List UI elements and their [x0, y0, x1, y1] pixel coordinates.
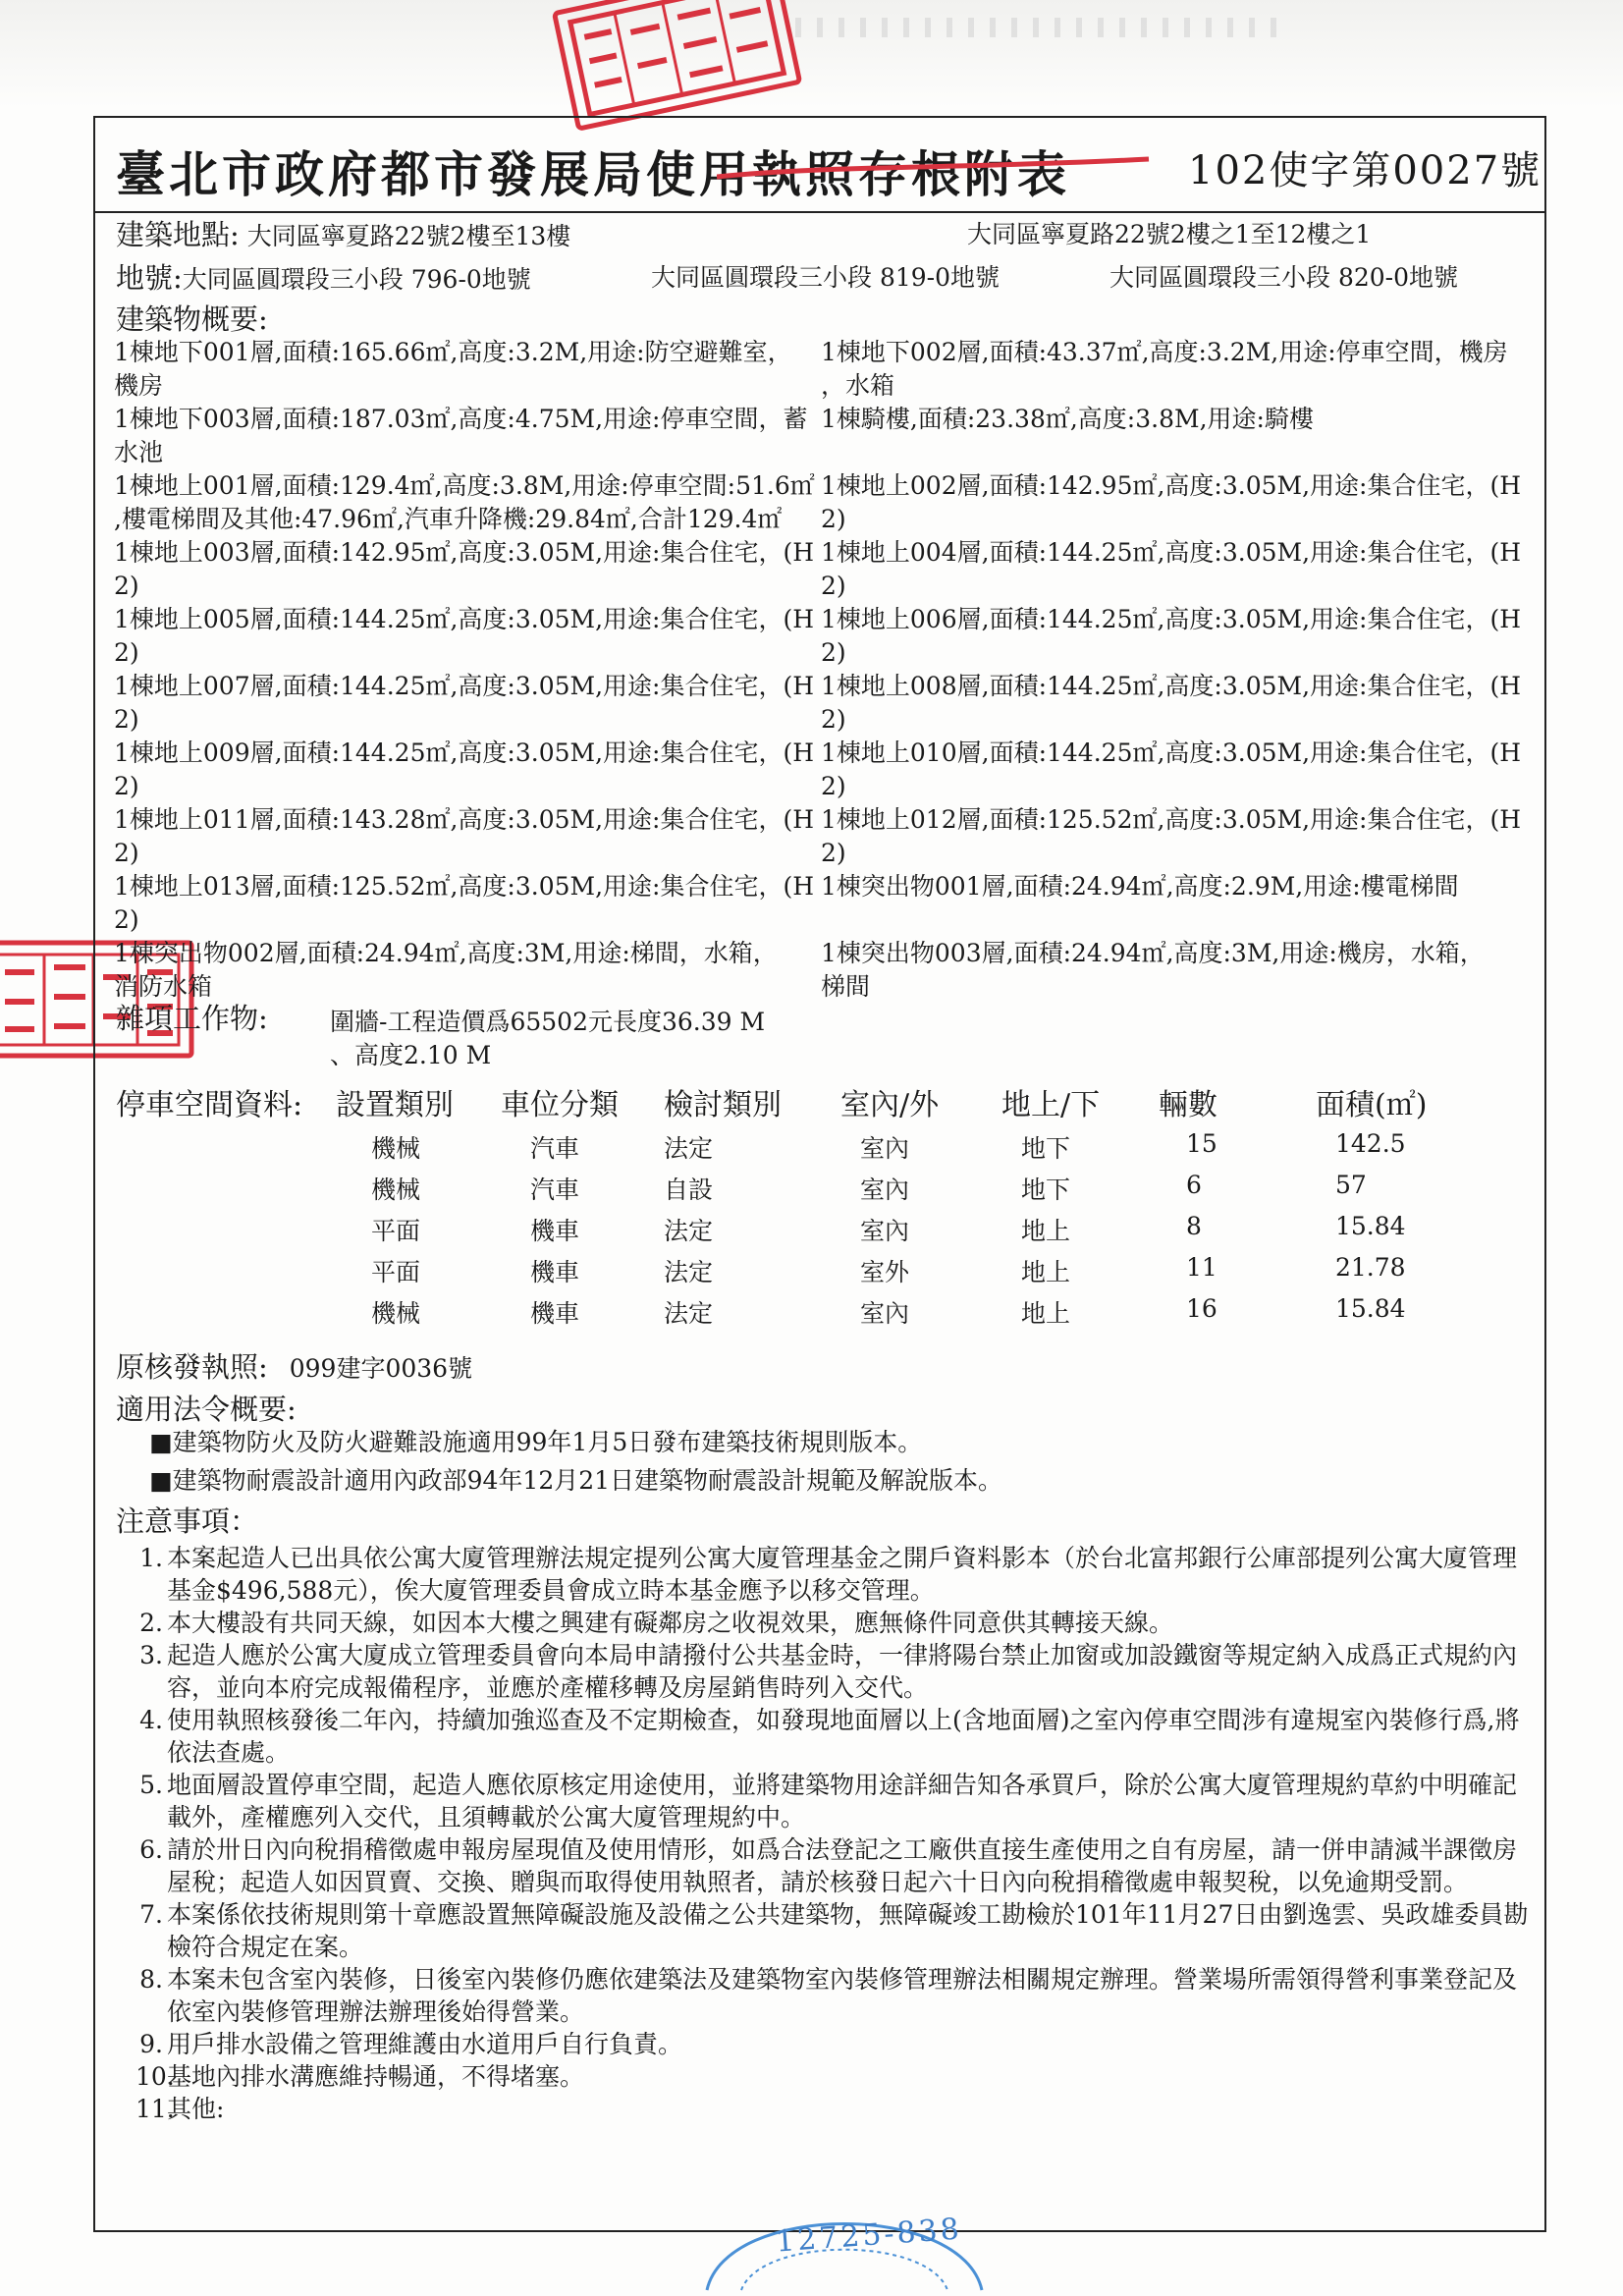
parking-header-type: 設置類別	[336, 1088, 454, 1122]
building-entry: 1棟突出物001層,面積:24.94㎡,高度:2.9M,用途:樓電梯間	[821, 872, 1459, 901]
note-text: 本案未包含室內裝修，日後室內裝修仍應依建築法及建築物室內裝修管理辦法相關規定辦理。營業場所需領得營利事業登記及依室內裝修管理辦法辦理後始得營業。	[167, 1965, 1518, 2026]
misc-line-2: 、高度2.10 M	[330, 1041, 492, 1069]
note-item	[135, 2028, 1530, 2060]
building-entry: 1棟地上001層,面積:129.4㎡,高度:3.8M,用途:停車空間:51.6㎡ ,樓電梯間及其他:47.96㎡,汽車升降機:29.84㎡,合計129.4㎡	[114, 471, 815, 533]
building-label: 建築物概要:	[116, 302, 268, 336]
parking-cell: 室內	[860, 1175, 910, 1204]
parking-cell: 15.84	[1335, 1212, 1406, 1240]
misc-line-1: 圍牆-工程造價爲65502元長度36.39 M	[330, 1008, 766, 1036]
parking-cell: 平面	[371, 1258, 421, 1286]
location-label: 建築地點:	[116, 218, 240, 251]
note-text: 基地內排水溝應維持暢通，不得堵塞。	[167, 2062, 585, 2091]
building-row	[114, 536, 1533, 603]
parking-header-vehicle: 車位分類	[501, 1088, 619, 1122]
parking-cell: 法定	[664, 1299, 714, 1328]
parking-cell: 法定	[664, 1217, 714, 1245]
red-strike-mark	[717, 147, 1159, 196]
lots-label: 地號:	[116, 261, 183, 295]
parking-cell: 機械	[371, 1175, 421, 1204]
building-row	[114, 937, 1533, 1004]
parking-header-inout: 室內/外	[840, 1088, 940, 1122]
parking-cell: 地下	[1021, 1134, 1071, 1163]
parking-cell: 室內	[860, 1299, 910, 1328]
building-entry: 1棟突出物002層,面積:24.94㎡,高度:3M,用途:梯間，水箱， 消防水箱	[114, 939, 778, 1001]
building-entry: 1棟地上005層,面積:144.25㎡,高度:3.05M,用途:集合住宅，(H 2)	[114, 605, 815, 667]
note-number: 11.	[135, 2095, 175, 2123]
title-divider	[93, 211, 1546, 213]
lots-row	[116, 261, 531, 297]
note-number: 10.	[135, 2062, 175, 2091]
note-number: 5.	[139, 1771, 163, 1799]
building-row	[114, 870, 1533, 937]
parking-cell: 6	[1186, 1171, 1202, 1199]
parking-header-level: 地上/下	[1001, 1088, 1101, 1122]
lot-1: 大同區圓環段三小段 796-0地號	[182, 265, 531, 294]
parking-cell: 15	[1186, 1129, 1217, 1158]
parking-cell: 汽車	[530, 1134, 580, 1163]
note-number: 1.	[139, 1544, 163, 1572]
note-text: 本大樓設有共同天線，如因本大樓之興建有礙鄰房之收視效果，應無條件同意供其轉接天線。	[167, 1609, 1174, 1637]
laws-label: 適用法令概要:	[116, 1393, 297, 1426]
note-item	[135, 1833, 1530, 1898]
note-text: 本案起造人已出具依公寓大廈管理辦法規定提列公寓大廈管理基金之開戶資料影本（於台北富邦銀行公庫部提列公寓大廈管理基金$496,588元），俟大廈管理委員會成立時本基金應予以移交管理。	[167, 1544, 1518, 1605]
parking-cell: 平面	[371, 1217, 421, 1245]
building-entry: 1棟地上007層,面積:144.25㎡,高度:3.05M,用途:集合住宅，(H 2)	[114, 672, 815, 734]
parking-cell: 室外	[860, 1258, 910, 1286]
parking-header-review: 檢討類別	[664, 1088, 782, 1122]
notes-label: 注意事項：	[116, 1504, 259, 1538]
law-item-2: ■建築物耐震設計適用內政部94年12月21日建築物耐震設計規範及解說版本。	[149, 1466, 1003, 1495]
parking-cell: 15.84	[1335, 1294, 1406, 1323]
building-row	[114, 336, 1533, 403]
original-permit-label: 原核發執照:	[116, 1350, 268, 1384]
building-row	[114, 803, 1533, 870]
faint-ink-trace	[795, 18, 1286, 37]
permit-number: 102使字第0027號	[1188, 148, 1542, 193]
parking-cell: 室內	[860, 1134, 910, 1163]
parking-cell: 11	[1186, 1253, 1217, 1282]
building-entry: 1棟地上011層,面積:143.28㎡,高度:3.05M,用途:集合住宅，(H 2)	[114, 805, 815, 867]
parking-cell: 機械	[371, 1134, 421, 1163]
building-row	[114, 469, 1533, 536]
building-row	[114, 603, 1533, 670]
building-entry: 1棟地下002層,面積:43.37㎡,高度:3.2M,用途:停車空間，機房 ，水箱	[821, 338, 1508, 400]
building-entry: 1棟地上003層,面積:142.95㎡,高度:3.05M,用途:集合住宅，(H 2)	[114, 538, 815, 600]
note-number: 4.	[139, 1706, 163, 1734]
parking-cell: 57	[1335, 1171, 1367, 1199]
building-entry: 1棟地下003層,面積:187.03㎡,高度:4.75M,用途:停車空間，蓄 水池	[114, 405, 808, 466]
note-text: 地面層設置停車空間，起造人應依原核定用途使用，並將建築物用途詳細告知各承買戶，除於公寓大廈管理規約草約中明確記載外，產權應列入交代，且須轉載於公寓大廈管理規約中。	[167, 1771, 1518, 1831]
building-entry: 1棟地上013層,面積:125.52㎡,高度:3.05M,用途:集合住宅，(H 2)	[114, 872, 815, 934]
parking-cell: 地上	[1021, 1258, 1071, 1286]
lot-2: 大同區圓環段三小段 819-0地號	[651, 263, 1001, 292]
building-entry: 1棟地下001層,面積:165.66㎡,高度:3.2M,用途:防空避難室， 機房	[114, 338, 792, 400]
parking-cell: 機車	[530, 1217, 580, 1245]
parking-cell: 21.78	[1335, 1253, 1406, 1282]
note-text: 使用執照核發後二年內，持續加強巡查及不定期檢查，如發現地面層以上(含地面層)之室內停車空間涉有違規室內裝修行爲,將依法查處。	[167, 1706, 1520, 1767]
document-title: 臺北市政府都市發展局使用執照存根附表	[116, 145, 1070, 203]
original-permit-row	[116, 1350, 472, 1386]
parking-cell: 機車	[530, 1299, 580, 1328]
location-value-1: 大同區寧夏路22號2樓至13樓	[246, 222, 571, 250]
note-number: 2.	[139, 1609, 163, 1637]
parking-header-count: 輛數	[1159, 1088, 1217, 1122]
parking-cell: 機械	[371, 1299, 421, 1328]
parking-label: 停車空間資料:	[116, 1088, 303, 1122]
law-item-1: ■建築物防火及防火避難設施適用99年1月5日發布建築技術規則版本。	[149, 1428, 923, 1456]
note-text: 本案係依技術規則第十章應設置無障礙設施及設備之公共建築物，無障礙竣工勘檢於101年11月27日由劉逸雲、吳政雄委員勘檢符合規定在案。	[167, 1900, 1529, 1961]
note-text: 起造人應於公寓大廈成立管理委員會向本局申請撥付公共基金時，一律將陽台禁止加窗或加設鐵窗等規定納入成爲正式規約內容，並向本府完成報備程序，並應於產權移轉及房屋銷售時列入交代。	[167, 1641, 1518, 1702]
parking-cell: 地上	[1021, 1217, 1071, 1245]
parking-cell: 機車	[530, 1258, 580, 1286]
note-number: 9.	[139, 2030, 163, 2058]
blue-stamp-serial: 12725-838	[774, 2212, 963, 2260]
location-value-2: 大同區寧夏路22號2樓之1至12樓之1	[967, 220, 1372, 248]
note-text: 請於卅日內向稅捐稽徵處申報房屋現值及使用情形，如爲合法登記之工廠供直接生產使用之自有房屋，請一併申請減半課徵房屋稅；起造人如因買賣、交換、贈與而取得使用執照者，請於核發日起六十日內向稅捐稽徵處申報契稅，以免逾期受罰。	[167, 1835, 1518, 1896]
building-entry: 1棟地上010層,面積:144.25㎡,高度:3.05M,用途:集合住宅，(H 2)	[821, 738, 1522, 800]
parking-cell: 地上	[1021, 1299, 1071, 1328]
note-number: 3.	[139, 1641, 163, 1669]
note-number: 6.	[139, 1835, 163, 1864]
note-text: 用戶排水設備之管理維護由水道用戶自行負責。	[167, 2030, 683, 2058]
note-item	[135, 1769, 1530, 1833]
note-item	[135, 1542, 1530, 1607]
note-item	[135, 1963, 1530, 2028]
note-item	[135, 1639, 1530, 1704]
parking-cell: 室內	[860, 1217, 910, 1245]
notes-list	[135, 1542, 1530, 2125]
note-item	[135, 1607, 1530, 1639]
building-entry: 1棟地上006層,面積:144.25㎡,高度:3.05M,用途:集合住宅，(H 2)	[821, 605, 1522, 667]
parking-header-area: 面積(㎡)	[1316, 1088, 1428, 1122]
parking-cell: 16	[1186, 1294, 1217, 1323]
building-entry: 1棟騎樓,面積:23.38㎡,高度:3.8M,用途:騎樓	[821, 405, 1314, 433]
parking-cell: 法定	[664, 1258, 714, 1286]
original-permit-value: 099建字0036號	[289, 1354, 473, 1383]
parking-cell: 汽車	[530, 1175, 580, 1204]
parking-cell: 自設	[664, 1175, 714, 1204]
building-entry: 1棟突出物003層,面積:24.94㎡,高度:3M,用途:機房，水箱， 梯間	[821, 939, 1485, 1001]
building-row	[114, 403, 1533, 469]
building-overview	[114, 336, 1533, 1004]
building-entry: 1棟地上009層,面積:144.25㎡,高度:3.05M,用途:集合住宅，(H 2)	[114, 738, 815, 800]
building-entry: 1棟地上002層,面積:142.95㎡,高度:3.05M,用途:集合住宅，(H 2)	[821, 471, 1522, 533]
location-row	[116, 218, 570, 253]
note-text: 其他:	[167, 2095, 225, 2123]
note-item	[135, 2093, 1530, 2125]
note-item	[135, 2060, 1530, 2093]
parking-cell: 142.5	[1335, 1129, 1406, 1158]
note-item	[135, 1704, 1530, 1769]
building-entry: 1棟地上008層,面積:144.25㎡,高度:3.05M,用途:集合住宅，(H 2)	[821, 672, 1522, 734]
parking-cell: 法定	[664, 1134, 714, 1163]
building-row	[114, 737, 1533, 803]
misc-label: 雜項工作物:	[116, 1002, 268, 1035]
note-item	[135, 1898, 1530, 1963]
building-entry: 1棟地上012層,面積:125.52㎡,高度:3.05M,用途:集合住宅，(H 2)	[821, 805, 1522, 867]
parking-cell: 地下	[1021, 1175, 1071, 1204]
lot-3: 大同區圓環段三小段 820-0地號	[1109, 263, 1459, 292]
note-number: 7.	[139, 1900, 163, 1929]
building-row	[114, 670, 1533, 737]
parking-cell: 8	[1186, 1212, 1202, 1240]
note-number: 8.	[139, 1965, 163, 1994]
building-entry: 1棟地上004層,面積:144.25㎡,高度:3.05M,用途:集合住宅，(H 2)	[821, 538, 1522, 600]
